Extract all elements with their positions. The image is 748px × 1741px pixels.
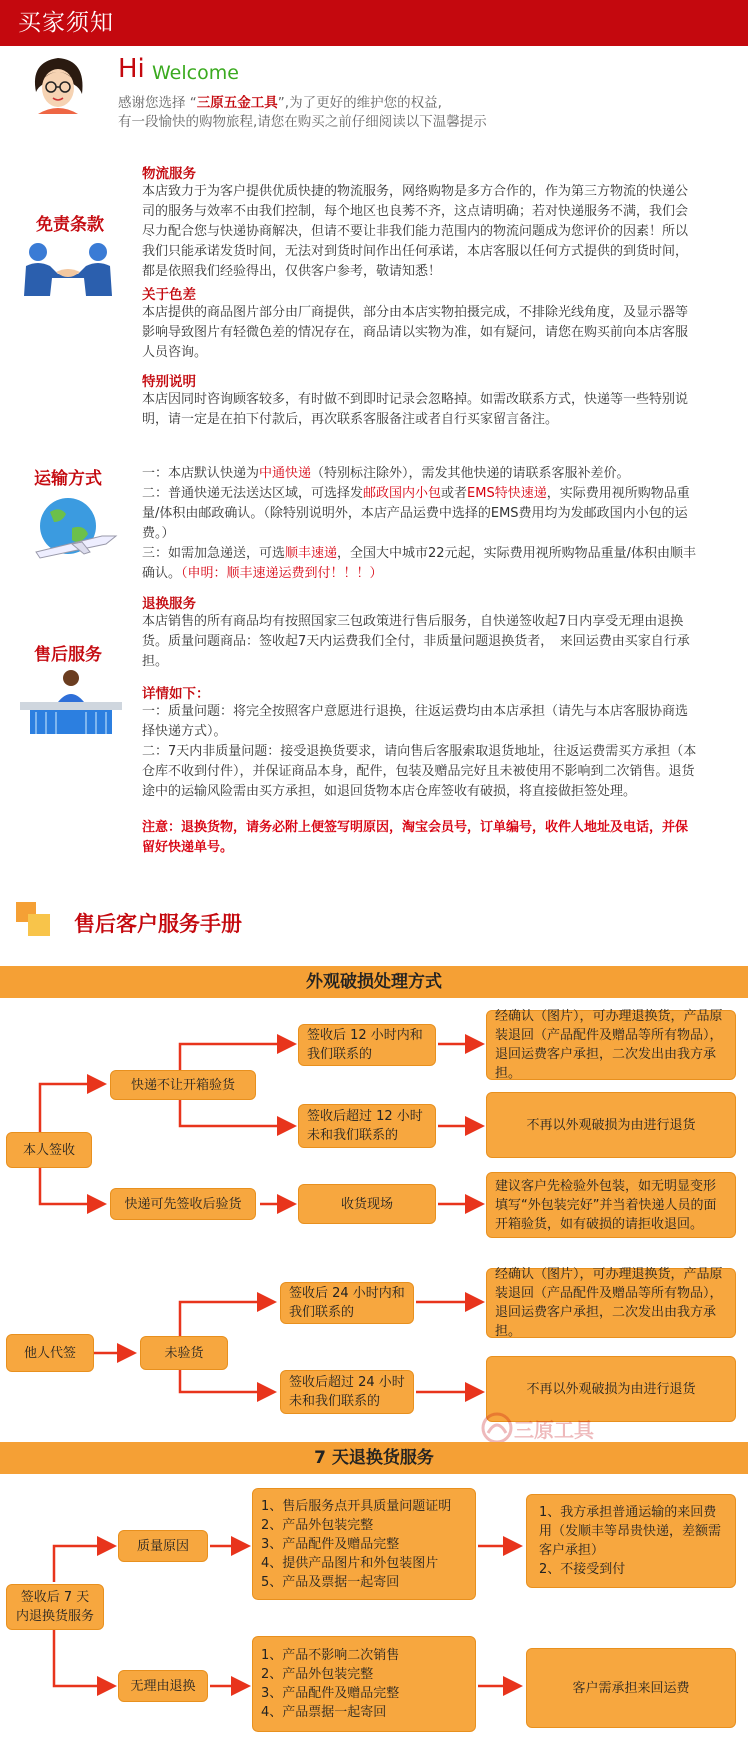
result-no-box: 不再以外观破损为由进行退货 [486, 1092, 736, 1158]
greeting-welcome: Welcome [152, 62, 239, 84]
advice-box: 建议客户先检验外包装，如无明显变形填写“外包装完好”并当着快递人员的面开箱验货，如有破损的请拒收退回。 [486, 1172, 736, 1238]
damage-band: 外观破损处理方式 [0, 966, 748, 998]
quality-step: 4、提供产品图片和外包装图片 [261, 1555, 439, 1571]
greeting-hi: Hi [118, 54, 145, 84]
seven-day-root-box: 签收后 7 天内退换货服务 [6, 1584, 104, 1630]
disclaimer-title: 免责条款 [36, 215, 104, 235]
seven-day-band: 7 天退换货服务 [0, 1442, 748, 1474]
color-title: 关于色差 [142, 287, 196, 303]
over-24h-box: 签收后超过 24 小时未和我们联系的 [280, 1370, 414, 1414]
noreason-result-box: 客户需承担来回运费 [526, 1648, 736, 1728]
noreason-step: 3、产品配件及赠品完整 [261, 1686, 400, 1701]
result-ok-2-box: 经确认（图片），可办理退换货，产品原装退回（产品配件及赠品等所有物品），退回运费客户承担，二次发出由我方承担。 [486, 1268, 736, 1338]
noreason-step: 2、产品外包装完整 [261, 1667, 374, 1682]
self-sign-box: 本人签收 [6, 1132, 92, 1168]
return-note: 注意：退换货物，请务必附上便签写明原因，淘宝会员号，订单编号，收件人地址及电话，并保留好快递单号。 [142, 820, 689, 855]
no-open-box: 快递不让开箱验货 [110, 1070, 256, 1100]
special-title: 特别说明 [142, 374, 196, 390]
header-title: 买家须知 [18, 10, 114, 36]
noreason-step: 4、产品票据一起寄回 [261, 1705, 387, 1720]
detail-2: 二：7天内非质量问题：接受退换货要求，请向售后客服索取退货地址，往返运费需买方承担（本仓库不收到付件），并保证商品本身，配件，包装及赠品完好且未被使用不影响到二次销售。退货途中的运输风险需由买方承担，如退回货物本店仓库签收有破损，将直接做拒签处理。 [142, 744, 697, 799]
within-24h-box: 签收后 24 小时内和我们联系的 [280, 1282, 414, 1324]
quality-result: 2、不接受到付 [539, 1562, 626, 1577]
result-no-2-box: 不再以外观破损为由进行退货 [486, 1356, 736, 1422]
shipping-text: 一：本店默认快递为中通快递（特别标注除外），需发其他快递的请联系客服补差价。 二：普通快递无法送达区域，可选择发邮政国内小包或者EMS特快速递，实际费用视所购物品重量/体积由邮政确认。（除特别说明外，本店产品运费中选择的EMS费用均为发邮政国内小包的运费。） 三：如需加急递送，可选顺丰速递，全国大中城市22元起，实际费用视所购物品重量/体积由顺丰确认。（申明：顺丰速递运费到付！！！） [142, 466, 696, 581]
result-ok-box: 经确认（图片），可办理退换货，产品原装退回（产品配件及赠品等所有物品），退回运费客户承担，二次发出由我方承担。 [486, 1010, 736, 1080]
quality-step: 1、售后服务点开具质量问题证明 [261, 1498, 452, 1514]
no-reason-box: 无理由退换 [118, 1670, 208, 1702]
quality-step: 3、产品配件及赠品完整 [261, 1536, 400, 1552]
brand-name: 三原五金工具 [196, 95, 278, 111]
logistics-text: 本店致力于为客户提供优质快捷的物流服务，网络购物是多方合作的，作为第三方物流的快递公司的服务与效率不由我们控制，每个地区也良莠不齐，这点请明确；若对快递服务不满，我们会尽力配合您与快递协商解决，但请不要让非我们能力范围内的物流问题成为您评价的因素！所以我们只能承诺发货时间，无法对到货时间作出任何承诺，本店客服以任何方式提供的到货时间，都是依照我们经验得出，仅供客户参考，敬请知悉！ [142, 184, 689, 279]
other-sign-box: 他人代签 [6, 1334, 94, 1372]
shipping-title: 运输方式 [34, 469, 102, 489]
quality-reason-box: 质量原因 [118, 1530, 208, 1562]
handbook-title: 售后客户服务手册 [74, 912, 242, 936]
watermark-logo: 三原工具 [480, 1408, 600, 1448]
return-text: 本店销售的所有商品均有按照国家三包政策进行售后服务，自快递签收起7日内享受无理由退换货。质量问题商品：签收起7天内运费我们全付，非质量问题退换货者， 来回运费由买家自行承担。 [142, 614, 690, 669]
color-text: 本店提供的商品图片部分由厂商提供，部分由本店实物拍摄完成，不排除光线角度，及显示器等影响导致图片有轻微色差的情况存在，商品请以实物为准，如有疑问，请您在购买前向本店客服人员咨询。 [142, 305, 689, 360]
can-open-box: 快递可先签收后验货 [110, 1188, 256, 1220]
return-title: 退换服务 [142, 596, 196, 612]
within-12h-box: 签收后 12 小时内和我们联系的 [298, 1024, 436, 1066]
intro-text: 感谢您选择 “三原五金工具”,为了更好的维护您的权益, 有一段愉快的购物旅程,请您在购买之前仔细阅读以下温馨提示 [118, 95, 487, 130]
quality-result: 1、我方承担普通运输的来回费用（发顺丰等昂贵快递，差额需客户承担） [539, 1505, 722, 1558]
noreason-step: 1、产品不影响二次销售 [261, 1648, 400, 1663]
quality-steps-box [252, 1488, 476, 1600]
quality-result-box [526, 1494, 736, 1588]
special-text: 本店因同时咨询顾客较多，有时做不到即时记录会忽略掉。如需改联系方式，快递等一些特别说明，请一定是在拍下付款后，再次联系客服备注或者自行买家留言备注。 [142, 392, 689, 427]
quality-step: 2、产品外包装完整 [261, 1517, 374, 1533]
aftersale-title: 售后服务 [34, 645, 102, 665]
quality-step: 5、产品及票据一起寄回 [261, 1574, 400, 1590]
receive-scene-box: 收货现场 [298, 1184, 436, 1224]
unchecked-box: 未验货 [140, 1336, 228, 1370]
detail-1: 一：质量问题：将完全按照客户意愿进行退换，往返运费均由本店承担（请先与本店客服协商选择快递方式）。 [142, 704, 689, 739]
noreason-steps-box [252, 1636, 476, 1732]
detail-title: 详情如下： [142, 686, 210, 702]
logistics-title: 物流服务 [142, 166, 196, 182]
over-12h-box: 签收后超过 12 小时未和我们联系的 [298, 1104, 436, 1148]
watermark-logo-icon [480, 1411, 514, 1445]
